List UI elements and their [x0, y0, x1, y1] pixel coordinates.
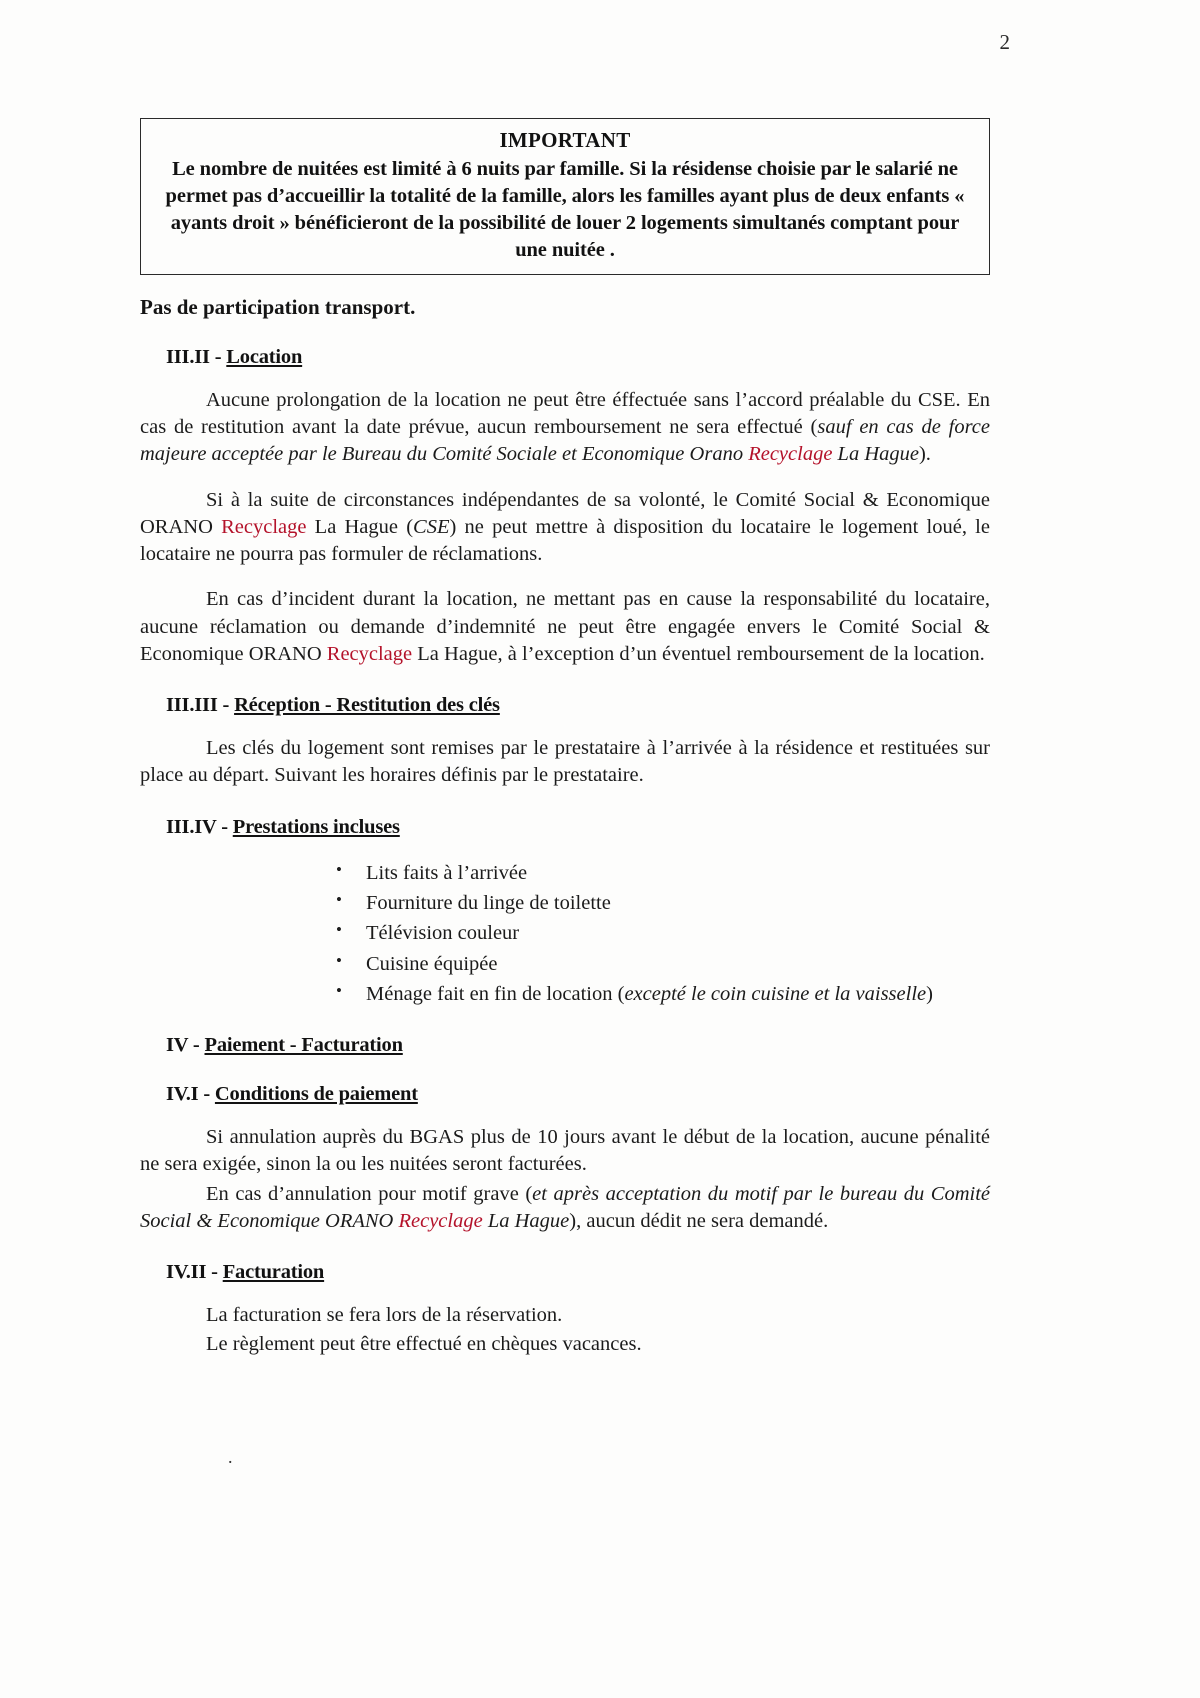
- heading-facturation-number: IV.II -: [166, 1261, 223, 1284]
- cond-p2-italic2: La Hague: [482, 1209, 570, 1232]
- loc-p2-italic-cse: CSE: [413, 515, 450, 538]
- list-item: [336, 950, 990, 978]
- heading-facturation-title: Facturation: [222, 1261, 325, 1284]
- heading-conditions-number: IV.I -: [166, 1083, 215, 1106]
- important-body-text: Le nombre de nuitées est limité à 6 nuits par famille. Si la résidense choisie par le salarié ne permet pas d’accueillir la totalité de la famille, alors les familles ayant plus de deux enfants « ayants droit » bénéficieront de la possibilité de louer 2 logements simultanés comptant pour une nuitée .: [165, 157, 965, 261]
- paragraph-conditions-2: [140, 1181, 990, 1236]
- prestations-list: [140, 859, 990, 1008]
- cond-p2-part2: ), aucun dédit ne sera demandé.: [569, 1209, 829, 1232]
- heading-prestations-title: Prestations incluses: [232, 815, 400, 838]
- cond-p2-red-recyclage: Recyclage: [398, 1209, 483, 1232]
- heading-paiement-number: IV -: [166, 1034, 205, 1057]
- paragraph-facturation-2: Le règlement peut être effectué en chèques vacances.: [206, 1333, 642, 1356]
- loc-p2-part1: Si à la suite de circonstances indépendantes de sa volonté, le Comité Social & Economique ORANO: [140, 488, 990, 538]
- loc-p2-part2: La Hague (: [306, 515, 414, 538]
- transport-note: Pas de participation transport.: [140, 294, 416, 319]
- list-item: [336, 919, 990, 947]
- list-item-tail: ): [926, 982, 933, 1005]
- heading-location-number: III.II -: [166, 345, 227, 368]
- heading-reception: [140, 694, 990, 717]
- paragraph-location-2: [140, 487, 990, 569]
- heading-paiement: [140, 1034, 990, 1057]
- list-item-text: Télévision couleur: [366, 922, 520, 945]
- loc-p1-italic2: La Hague: [832, 443, 919, 466]
- list-item-text: Cuisine équipée: [366, 952, 498, 975]
- loc-p3-red-recyclage: Recyclage: [326, 642, 413, 665]
- paragraph-reception-1: Les clés du logement sont remises par le prestataire à l’arrivée à la résidence et restituées sur place au départ. Suivant les horaires définis par le prestataire.: [140, 737, 990, 787]
- list-item: [336, 980, 990, 1008]
- loc-p2-part3: ) ne peut mettre à disposition du locataire le logement loué, le locataire ne pourra pas formuler de réclamations.: [140, 515, 990, 566]
- scan-artifact-dot: .: [228, 1447, 233, 1467]
- heading-conditions-title: Conditions de paiement: [214, 1083, 418, 1106]
- list-item: [336, 889, 990, 917]
- paragraph-conditions-1: Si annulation auprès du BGAS plus de 10 jours avant le début de la location, aucune pénalité ne sera exigée, sinon la ou les nuitées seront facturées.: [140, 1126, 990, 1176]
- loc-p1-end: ).: [918, 443, 931, 466]
- list-item-text: Ménage fait en fin de location (: [366, 982, 625, 1005]
- list-item-italic: excepté le coin cuisine et la vaisselle: [624, 982, 927, 1005]
- heading-reception-number: III.III -: [166, 694, 235, 717]
- list-item-text: Fourniture du linge de toilette: [366, 891, 611, 914]
- loc-p2-red-recyclage: Recyclage: [221, 515, 307, 538]
- heading-facturation: [140, 1261, 990, 1284]
- cond-p2-italic1: et après acceptation du motif par le bureau du Comité Social & Economique ORANO: [140, 1182, 990, 1232]
- loc-p1-italic: sauf en cas de force majeure acceptée par le Bureau du Comité Sociale et Economique Orano: [140, 416, 991, 466]
- list-item: [336, 859, 990, 887]
- document-content: [140, 118, 990, 1359]
- heading-location-title: Location: [226, 345, 303, 368]
- page-number: 2: [999, 30, 1010, 54]
- heading-paiement-title: Paiement - Facturation: [204, 1034, 403, 1057]
- loc-p1-red-recyclage: Recyclage: [748, 443, 833, 466]
- cond-p2-part1: En cas d’annulation pour motif grave (: [206, 1182, 533, 1205]
- important-title: IMPORTANT: [499, 128, 631, 152]
- heading-location: [140, 346, 990, 369]
- loc-p1-part1: Aucune prolongation de la location ne peut être éffectuée sans l’accord préalable du CSE. En cas de restitution avant la date prévue, aucun remboursement ne sera effectué (: [140, 388, 990, 439]
- heading-reception-title: Réception - Restitution des clés: [234, 694, 500, 717]
- paragraph-location-1: [140, 387, 990, 469]
- heading-prestations-number: III.IV -: [166, 815, 233, 838]
- heading-prestations: [140, 816, 990, 839]
- loc-p3-part2: La Hague, à l’exception d’un éventuel remboursement de la location.: [412, 642, 985, 665]
- list-item-text: Lits faits à l’arrivée: [366, 861, 528, 884]
- loc-p3-part1: En cas d’incident durant la location, ne mettant pas en cause la responsabilité du locataire, aucune réclamation ou demande d’indemnité ne peut être engagée envers le Comité Social & Economique ORANO: [140, 588, 990, 665]
- paragraph-facturation-1: La facturation se fera lors de la réservation.: [206, 1304, 563, 1327]
- heading-conditions: [140, 1083, 990, 1106]
- important-callout-box: [140, 118, 990, 275]
- paragraph-location-3: [140, 586, 990, 668]
